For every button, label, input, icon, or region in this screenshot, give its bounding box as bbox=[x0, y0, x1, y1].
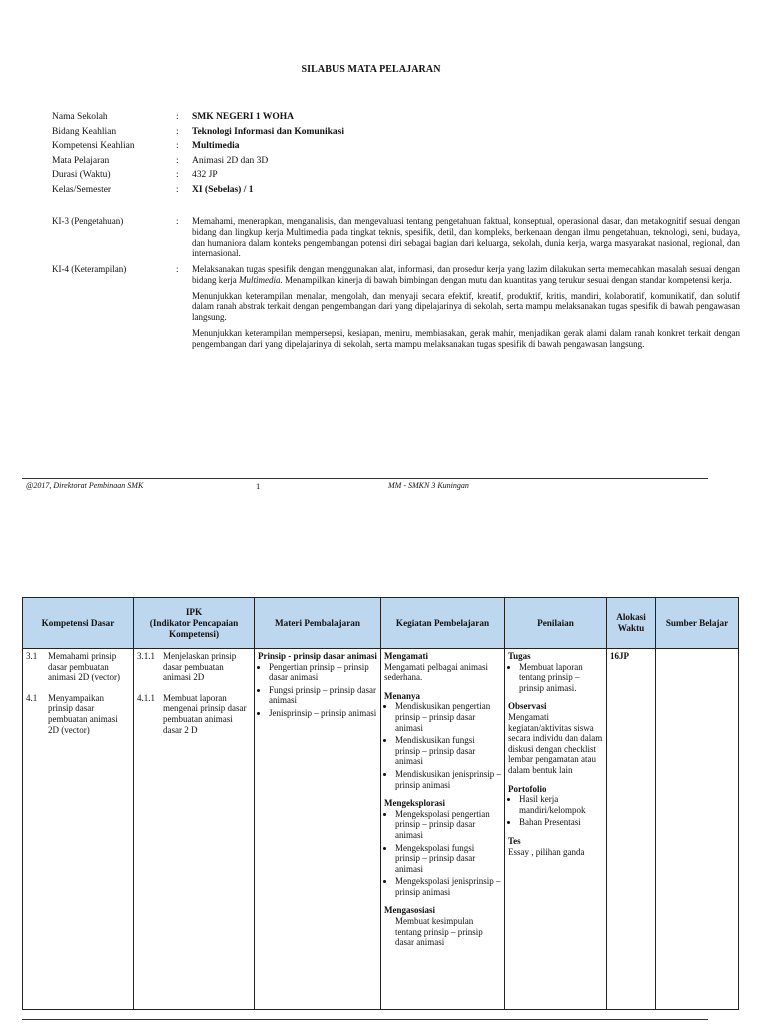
table-row bbox=[23, 649, 739, 1010]
kegiatan-asosiasi-text: Membuat kesimpulan tentang prinsip – prinsip dasar animasi bbox=[395, 916, 483, 948]
kd-number: 3.1 bbox=[26, 651, 38, 661]
ipk-item bbox=[137, 651, 251, 683]
ki3-text bbox=[192, 216, 740, 264]
cell-ipk bbox=[134, 649, 255, 1010]
identity-label: Nama Sekolah bbox=[52, 112, 108, 122]
identity-label: Durasi (Waktu) bbox=[52, 170, 111, 181]
materi-heading: Prinsip - prinsip dasar animasi bbox=[258, 651, 377, 661]
list-item: • Mengekspolasi fungsi prinsip – prinsip dasar animasi bbox=[395, 843, 501, 875]
ipk-text: Membuat laporan mengenai prinsip dasar pembuatan animasi dasar 2 D bbox=[163, 692, 247, 735]
header-materi: Materi Pembalajaran bbox=[255, 598, 381, 649]
identity-label: Kelas/Semester bbox=[52, 184, 112, 195]
cell-alokasi bbox=[607, 649, 656, 1010]
list-item: • Hasil kerja mandiri/kelompok bbox=[519, 794, 603, 815]
cell-kd bbox=[23, 649, 134, 1010]
ki4-paragraph-2: Menunjukkan keterampilan menalar, mengolah, dan menyaji secara efektif, kreatif, produktif, kritis, mandiri, kolaboratif, komunikatif, dan solutif dalam ranah abstrak terkait dengan pengembangan dari yang dipelajarinya di sekolah, serta mampu melaksanakan tugas spesifik di bawah pengawasan langsung. bbox=[192, 290, 740, 323]
header-sumber: Sumber Belajar bbox=[656, 598, 739, 649]
ki3-label: KI-3 (Pengetahuan) bbox=[52, 216, 124, 226]
cell-penilaian bbox=[505, 649, 607, 1010]
footer-divider bbox=[22, 478, 708, 479]
ipk-number: 4.1.1 bbox=[137, 692, 155, 703]
identity-row-duration bbox=[52, 168, 672, 183]
identity-row-competency bbox=[52, 139, 672, 154]
identity-row-subject bbox=[52, 154, 672, 169]
list-item: • Mendiskusikan pengertian prinsip – prinsip dasar animasi bbox=[395, 701, 501, 733]
kegiatan-menanya-heading: Menanya bbox=[384, 690, 420, 701]
penilaian-portofolio-heading: Portofolio bbox=[508, 783, 547, 794]
penilaian-tugas-list bbox=[508, 662, 603, 694]
header-ipk bbox=[134, 598, 255, 649]
colon: : bbox=[176, 184, 179, 195]
kegiatan-mengamati-text: Mengamati pelbagai animasi sederhana. bbox=[384, 661, 488, 683]
header-ipk-title: IPK bbox=[185, 606, 203, 617]
header-penilaian: Penilaian bbox=[505, 598, 607, 649]
list-item: • Jenisprinsip – prinsip animasi bbox=[269, 708, 377, 719]
ki4-label: KI-4 (Keterampilan) bbox=[52, 264, 127, 274]
cell-sumber bbox=[656, 649, 739, 1010]
ki4-p1-italic: Multimedia. bbox=[238, 274, 283, 285]
identity-value: XI (Sebelas) / 1 bbox=[192, 184, 254, 195]
colon: : bbox=[176, 216, 179, 226]
ipk-item bbox=[137, 693, 251, 735]
kd-number: 4.1 bbox=[26, 692, 38, 703]
colon: : bbox=[176, 112, 179, 122]
ki4-p1-text: Melaksanakan tugas spesifik dengan menggunakan alat, informasi, dan prosedur kerja yang lazim dilakukan serta memecahkan masalah sesuai dengan bidang kerja bbox=[192, 264, 740, 285]
ki4-text bbox=[192, 264, 740, 355]
identity-label: Mata Pelajaran bbox=[52, 155, 110, 166]
alokasi-value: 16JP bbox=[610, 651, 629, 661]
header-alokasi: Alokasi Waktu bbox=[607, 598, 656, 649]
identity-value: Teknologi Informasi dan Komunikasi bbox=[192, 126, 344, 137]
identity-row-school bbox=[52, 110, 672, 125]
identity-value: 432 JP bbox=[192, 170, 218, 181]
cell-kegiatan bbox=[381, 649, 505, 1010]
kegiatan-menanya-list bbox=[384, 701, 501, 790]
document-title: SILABUS MATA PELAJARAN bbox=[301, 64, 441, 75]
list-item: • Pengertian prinsip – prinsip dasar animasi bbox=[269, 662, 377, 683]
penilaian-observasi-text: Mengamati kegiatan/aktivitas siswa secara individu dan dalam diskusi dengan checklist lembar pengamatan atau dalam bentuk lain bbox=[508, 711, 603, 775]
ki4-p1-text-end: Menampilkan kinerja di bawah bimbingan dengan mutu dan kuantitas yang terukur sesuai dengan standar kompetensi kerja. bbox=[282, 274, 732, 285]
ipk-text: Menjelaskan prinsip dasar pembuatan animasi 2D bbox=[163, 651, 237, 683]
penilaian-portofolio-list bbox=[508, 794, 603, 828]
identity-block bbox=[52, 110, 672, 198]
penilaian-tugas-heading: Tugas bbox=[508, 651, 531, 661]
header-ipk-subtitle: (Indikator Pencapaian Kompetensi) bbox=[149, 617, 239, 639]
footer-left: @2017, Direktorat Pembinaan SMK bbox=[26, 481, 144, 490]
footer-right: MM - SMKN 3 Kuningan bbox=[388, 481, 469, 490]
list-item: • Mendiskusikan fungsi prinsip – prinsip dasar animasi bbox=[395, 735, 501, 767]
syllabus-table bbox=[22, 597, 739, 1010]
list-item: • Mengekspolasi pengertian prinsip – prinsip dasar animasi bbox=[395, 809, 501, 841]
page-number: 1 bbox=[256, 481, 261, 491]
list-item: • Membuat laporan tentang prinsip – prinsip animasi. bbox=[519, 662, 603, 694]
penilaian-tes-text: Essay , pilihan ganda bbox=[508, 846, 585, 857]
ki4-paragraph-3: Menunjukkan keterampilan mempersepsi, kesiapan, meniru, membiasakan, gerak mahir, menjadikan gerak alami dalam ranah konkret terkait dengan pengembangan dari yang dipelajarinya di sekolah, serta mampu melaksanakan tugas spesifik di bawah pengawasan langsung. bbox=[192, 327, 740, 349]
identity-value: Animasi 2D dan 3D bbox=[192, 155, 269, 166]
ki4-paragraph-1 bbox=[192, 264, 740, 286]
colon: : bbox=[176, 141, 179, 152]
kd-text: Memahami prinsip dasar pembuatan animasi 2D (vector) bbox=[48, 651, 120, 683]
identity-row-class bbox=[52, 183, 672, 198]
kd-text: Menyampaikan prinsip dasar pembuatan animasi 2D (vector) bbox=[48, 692, 118, 735]
identity-value: Multimedia bbox=[192, 141, 240, 152]
cell-materi bbox=[255, 649, 381, 1010]
list-item: • Bahan Presentasi bbox=[519, 817, 603, 828]
colon: : bbox=[176, 264, 179, 274]
ipk-number: 3.1.1 bbox=[137, 651, 155, 661]
identity-value: SMK NEGERI 1 WOHA bbox=[192, 112, 294, 122]
penilaian-tes-heading: Tes bbox=[508, 835, 521, 846]
kegiatan-eksplorasi-list bbox=[384, 809, 501, 898]
penilaian-observasi-heading: Observasi bbox=[508, 701, 547, 712]
kd-item bbox=[26, 693, 130, 735]
colon: : bbox=[176, 126, 179, 137]
colon: : bbox=[176, 155, 179, 166]
bottom-divider bbox=[22, 1019, 708, 1020]
identity-label: Kompetensi Keahlian bbox=[52, 141, 135, 152]
ki3-paragraph: Memahami, menerapkan, menganalisis, dan mengevaluasi tentang pengetahuan faktual, konseptual, operasional dasar, dan metakognitif sesuai dengan bidang dan lingkup kerja Multimedia pada tingkat teknis, spesifik, detil, dan kompleks, berkenaan dengan ilmu pengetahuan, teknologi, seni, budaya, dan humaniora dalam konteks pengembangan potensi diri sebagai bagian dari keluarga, sekolah, dunia kerja, warga masyarakat nasional, regional, dan internasional. bbox=[192, 216, 740, 259]
list-item: • Mengekspolasi jenisprinsip – prinsip animasi bbox=[395, 876, 501, 897]
colon: : bbox=[176, 170, 179, 181]
kegiatan-mengamati-heading: Mengamati bbox=[384, 651, 428, 661]
materi-list bbox=[258, 662, 377, 719]
header-kd: Kompetensi Dasar bbox=[23, 598, 134, 649]
kegiatan-asosiasi-heading: Mengasosiasi bbox=[384, 905, 436, 916]
list-item: • Mendiskusikan jenisprinsip – prinsip animasi bbox=[395, 769, 501, 790]
identity-row-field bbox=[52, 125, 672, 140]
kd-item bbox=[26, 651, 130, 683]
list-item: • Fungsi prinsip – prinsip dasar animasi bbox=[269, 685, 377, 706]
table-header-row bbox=[23, 598, 739, 649]
header-kegiatan: Kegiatan Pembelajaran bbox=[381, 598, 505, 649]
identity-label: Bidang Keahlian bbox=[52, 126, 117, 137]
kegiatan-eksplorasi-heading: Mengeksplorasi bbox=[384, 798, 446, 809]
